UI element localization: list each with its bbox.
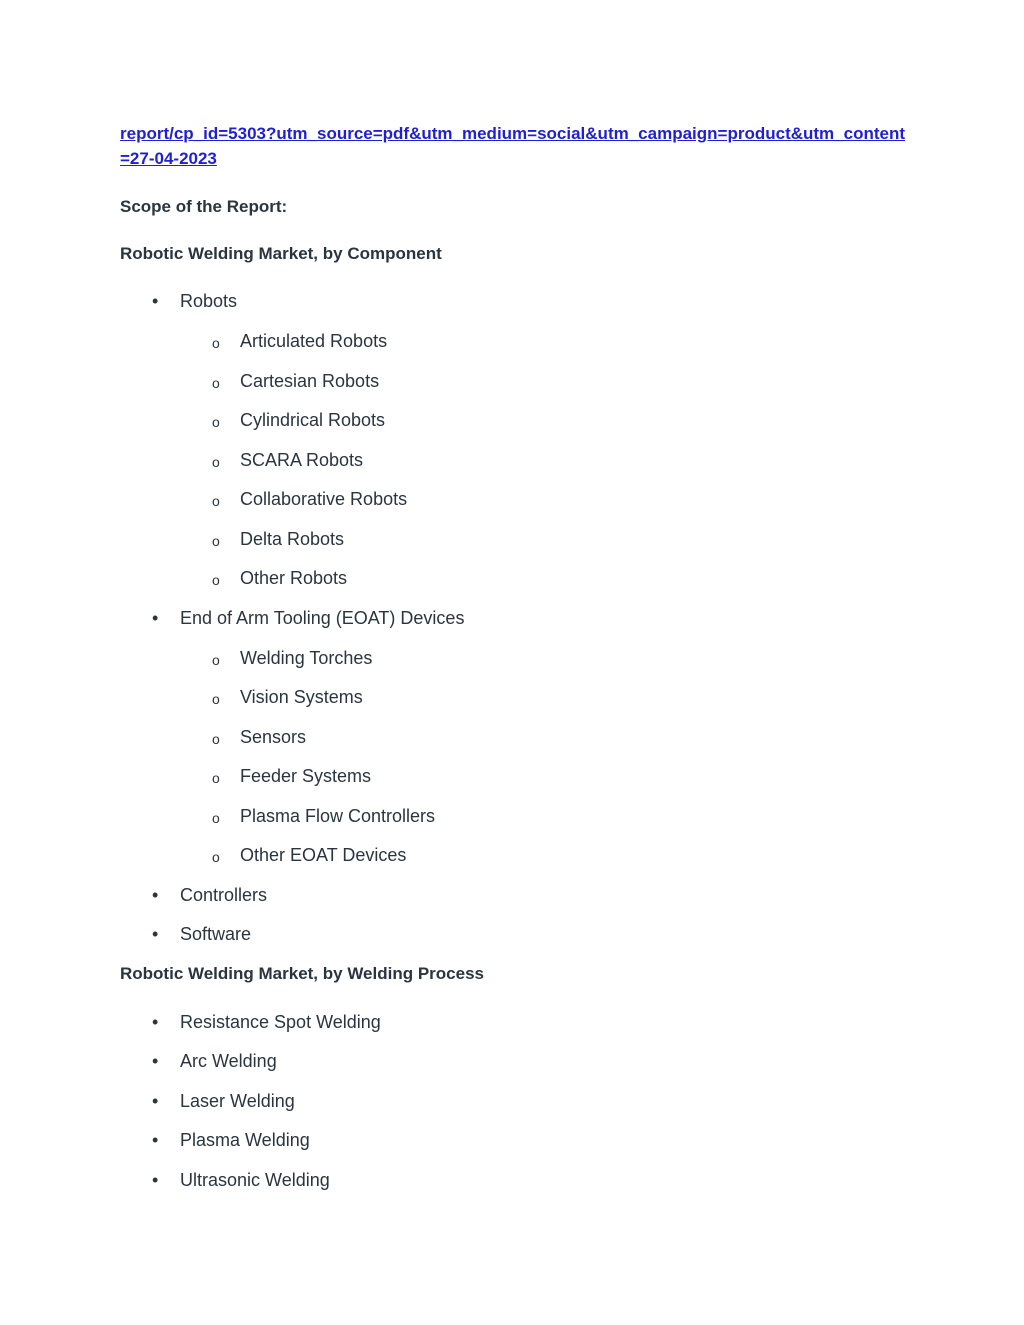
sub-bullet-marker: o <box>212 454 220 470</box>
sub-list-item-label: Other EOAT Devices <box>240 845 407 865</box>
bullet-marker: • <box>152 1170 159 1190</box>
bullet-marker: • <box>152 1012 159 1032</box>
sub-bullet-marker: o <box>212 731 220 747</box>
report-link[interactable]: report/cp_id=5303?utm_source=pdf&utm_medium=social&utm_campaign=product&utm_content=27-04-2023 <box>120 124 906 168</box>
sub-bullet-marker: o <box>212 572 220 588</box>
list-item-label: Arc Welding <box>180 1051 277 1071</box>
sub-bullet-marker: o <box>212 652 220 668</box>
sub-bullet-marker: o <box>212 770 220 786</box>
sub-list-item <box>212 369 380 393</box>
list-item <box>152 1128 310 1152</box>
list-item <box>152 883 268 907</box>
sub-list-item <box>212 764 372 788</box>
sub-list-item <box>212 527 345 551</box>
sub-list-item <box>212 329 388 353</box>
scope-heading: Scope of the Report: <box>120 197 288 216</box>
list-item <box>152 1049 277 1073</box>
list-item <box>152 606 465 630</box>
list-item <box>152 922 252 946</box>
list-item <box>152 1010 381 1034</box>
sub-list-item <box>212 448 364 472</box>
sub-list-item <box>212 566 348 590</box>
sub-bullet-marker: o <box>212 849 220 865</box>
list-item-label: Software <box>180 924 252 944</box>
list-item <box>152 1168 330 1192</box>
list-item-label: Ultrasonic Welding <box>180 1170 330 1190</box>
sub-list-item <box>212 646 373 670</box>
sub-list-item-label: Other Robots <box>240 568 348 588</box>
sub-list-item-label: Welding Torches <box>240 648 373 668</box>
bullet-marker: • <box>152 1091 159 1111</box>
sub-bullet-marker: o <box>212 493 220 509</box>
list-item-label: Plasma Welding <box>180 1130 310 1150</box>
sub-bullet-marker: o <box>212 335 220 351</box>
section-heading-welding-process: Robotic Welding Market, by Welding Process <box>120 964 484 983</box>
sub-bullet-marker: o <box>212 414 220 430</box>
sub-list-item-label: Articulated Robots <box>240 331 388 351</box>
sub-list-item-label: SCARA Robots <box>240 450 364 470</box>
sub-list-item-label: Sensors <box>240 727 307 747</box>
sub-list-item-label: Feeder Systems <box>240 766 372 786</box>
list-item-label: Robots <box>180 291 238 311</box>
sub-list-item-label: Plasma Flow Controllers <box>240 806 436 826</box>
section-heading-component: Robotic Welding Market, by Component <box>120 244 442 263</box>
bullet-marker: • <box>152 1051 159 1071</box>
sub-list-item-label: Delta Robots <box>240 529 345 549</box>
bullet-marker: • <box>152 608 159 628</box>
sub-bullet-marker: o <box>212 810 220 826</box>
bullet-marker: • <box>152 1130 159 1150</box>
sub-list-item-label: Cylindrical Robots <box>240 410 386 430</box>
list-item-label: Controllers <box>180 885 268 905</box>
list-item-label: Laser Welding <box>180 1091 295 1111</box>
list-item-label: Resistance Spot Welding <box>180 1012 381 1032</box>
bullet-marker: • <box>152 291 159 311</box>
list-item <box>152 289 238 313</box>
sub-list-item <box>212 843 407 867</box>
sub-list-item-label: Collaborative Robots <box>240 489 408 509</box>
list-item-label: End of Arm Tooling (EOAT) Devices <box>180 608 465 628</box>
bullet-marker: • <box>152 924 159 944</box>
sub-list-item <box>212 487 408 511</box>
sub-bullet-marker: o <box>212 375 220 391</box>
sub-bullet-marker: o <box>212 691 220 707</box>
sub-list-item-label: Cartesian Robots <box>240 371 380 391</box>
sub-list-item <box>212 685 363 709</box>
sub-list-item <box>212 725 307 749</box>
sub-list-item <box>212 408 386 432</box>
sub-list-item <box>212 804 436 828</box>
sub-bullet-marker: o <box>212 533 220 549</box>
list-item <box>152 1089 295 1113</box>
sub-list-item-label: Vision Systems <box>240 687 363 707</box>
bullet-marker: • <box>152 885 159 905</box>
